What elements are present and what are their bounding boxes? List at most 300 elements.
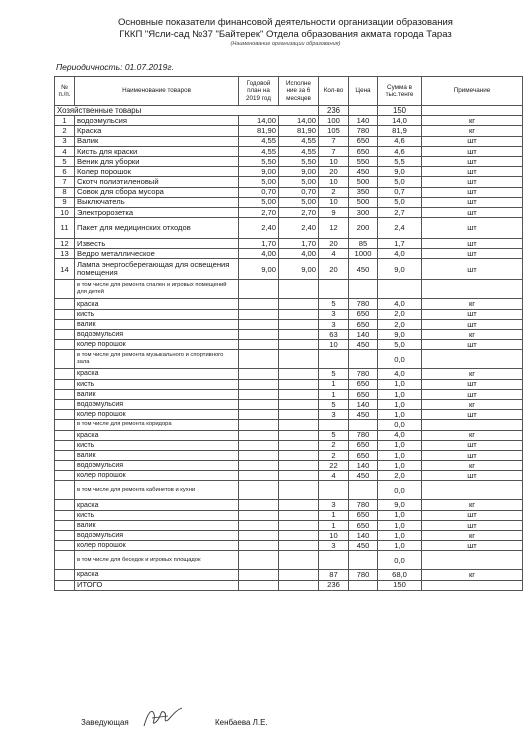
empty-cell bbox=[279, 520, 319, 530]
empty-cell bbox=[349, 420, 378, 430]
group-item-row bbox=[55, 520, 523, 530]
item-done: 0,70 bbox=[279, 187, 319, 197]
empty-cell bbox=[239, 551, 279, 570]
group-item-row bbox=[55, 410, 523, 420]
group-item-price: 650 bbox=[349, 319, 378, 329]
group-item-qty: 5 bbox=[319, 399, 349, 409]
empty-cell bbox=[239, 379, 279, 389]
group-item-qty: 10 bbox=[319, 340, 349, 350]
empty-cell bbox=[239, 299, 279, 309]
empty-cell bbox=[239, 280, 279, 299]
empty-cell bbox=[279, 481, 319, 500]
empty-cell bbox=[279, 420, 319, 430]
organization-name: ГККП "Ясли-сад №37 "Байтерек" Отдела образования акмата города Тараз bbox=[119, 29, 452, 40]
empty-cell bbox=[239, 410, 279, 420]
group-item-row bbox=[55, 450, 523, 460]
group-item-sum: 5,0 bbox=[378, 340, 422, 350]
item-number: 2 bbox=[55, 126, 75, 136]
empty-cell bbox=[239, 350, 279, 369]
group-item-name: валик bbox=[75, 520, 239, 530]
group-header-row bbox=[55, 481, 523, 500]
group-item-row bbox=[55, 471, 523, 481]
group-item-qty: 4 bbox=[319, 471, 349, 481]
empty-cell bbox=[279, 410, 319, 420]
group-item-note: шт bbox=[422, 309, 523, 319]
item-note: шт bbox=[422, 146, 523, 156]
item-row bbox=[55, 218, 523, 239]
group-title: в том числе для ремонта коридора bbox=[75, 420, 239, 430]
group-total bbox=[378, 280, 422, 299]
item-plan: 14,00 bbox=[239, 116, 279, 126]
group-total: 0,0 bbox=[378, 481, 422, 500]
group-item-sum: 1,0 bbox=[378, 520, 422, 530]
empty-cell bbox=[422, 551, 523, 570]
item-row bbox=[55, 197, 523, 207]
item-row bbox=[55, 259, 523, 280]
group-item-name: валик bbox=[75, 450, 239, 460]
empty-cell bbox=[55, 481, 75, 500]
item-name: Колер порошок bbox=[75, 167, 239, 177]
item-note: шт bbox=[422, 218, 523, 239]
empty-cell bbox=[422, 580, 523, 590]
group-item-row bbox=[55, 440, 523, 450]
group-item-row bbox=[55, 399, 523, 409]
col-sum: Сумма в тыс.тенге bbox=[378, 77, 422, 106]
item-number: 5 bbox=[55, 156, 75, 166]
empty-cell bbox=[279, 531, 319, 541]
item-price: 200 bbox=[349, 218, 378, 239]
item-plan: 4,55 bbox=[239, 136, 279, 146]
empty-cell bbox=[239, 580, 279, 590]
group-item-row bbox=[55, 330, 523, 340]
item-plan: 2,40 bbox=[239, 218, 279, 239]
empty-cell bbox=[239, 481, 279, 500]
item-note: шт bbox=[422, 156, 523, 166]
empty-cell bbox=[279, 299, 319, 309]
empty-cell bbox=[279, 570, 319, 580]
group-item-note: кг bbox=[422, 531, 523, 541]
empty-cell bbox=[319, 551, 349, 570]
group-item-note: шт bbox=[422, 410, 523, 420]
item-plan: 4,55 bbox=[239, 146, 279, 156]
group-item-price: 780 bbox=[349, 430, 378, 440]
group-item-row bbox=[55, 531, 523, 541]
empty-cell bbox=[55, 330, 75, 340]
group-item-price: 780 bbox=[349, 369, 378, 379]
signer-position: Заведующая bbox=[81, 718, 129, 727]
item-price: 550 bbox=[349, 156, 378, 166]
item-qty: 105 bbox=[319, 126, 349, 136]
item-plan: 0,70 bbox=[239, 187, 279, 197]
item-sum: 81,9 bbox=[378, 126, 422, 136]
group-item-row bbox=[55, 389, 523, 399]
item-name: Краска bbox=[75, 126, 239, 136]
group-item-qty: 1 bbox=[319, 520, 349, 530]
item-row bbox=[55, 126, 523, 136]
item-price: 780 bbox=[349, 126, 378, 136]
item-done: 14,00 bbox=[279, 116, 319, 126]
item-plan: 2,70 bbox=[239, 207, 279, 217]
group-item-sum: 4,0 bbox=[378, 430, 422, 440]
group-item-qty: 5 bbox=[319, 299, 349, 309]
empty-cell bbox=[279, 389, 319, 399]
empty-cell bbox=[55, 551, 75, 570]
group-item-price: 650 bbox=[349, 309, 378, 319]
group-item-sum: 1,0 bbox=[378, 410, 422, 420]
group-item-price: 140 bbox=[349, 461, 378, 471]
empty-cell bbox=[55, 450, 75, 460]
item-sum: 2,7 bbox=[378, 207, 422, 217]
group-item-row bbox=[55, 340, 523, 350]
col-qty: Кол-во bbox=[319, 77, 349, 106]
item-note: шт bbox=[422, 259, 523, 280]
group-item-qty: 3 bbox=[319, 500, 349, 510]
empty-cell bbox=[349, 551, 378, 570]
group-item-note: шт bbox=[422, 520, 523, 530]
empty-cell bbox=[349, 580, 378, 590]
group-item-row bbox=[55, 510, 523, 520]
group-item-sum: 1,0 bbox=[378, 399, 422, 409]
item-note: кг bbox=[422, 116, 523, 126]
group-item-name: краска bbox=[75, 430, 239, 440]
item-done: 9,00 bbox=[279, 167, 319, 177]
empty-cell bbox=[319, 420, 349, 430]
item-name: Электророзетка bbox=[75, 207, 239, 217]
empty-cell bbox=[239, 520, 279, 530]
item-price: 140 bbox=[349, 116, 378, 126]
item-name: водоэмульсия bbox=[75, 116, 239, 126]
empty-cell bbox=[279, 551, 319, 570]
empty-cell bbox=[319, 350, 349, 369]
group-item-price: 650 bbox=[349, 520, 378, 530]
group-item-sum: 68,0 bbox=[378, 570, 422, 580]
group-item-price: 450 bbox=[349, 410, 378, 420]
group-item-qty: 5 bbox=[319, 369, 349, 379]
group-item-note: кг bbox=[422, 461, 523, 471]
empty-cell bbox=[55, 350, 75, 369]
empty-cell bbox=[279, 399, 319, 409]
item-sum: 2,4 bbox=[378, 218, 422, 239]
item-number: 9 bbox=[55, 197, 75, 207]
item-plan: 1,70 bbox=[239, 239, 279, 249]
empty-cell bbox=[55, 280, 75, 299]
group-item-sum: 4,0 bbox=[378, 299, 422, 309]
group-total: 0,0 bbox=[378, 420, 422, 430]
item-plan: 5,00 bbox=[239, 197, 279, 207]
empty-cell bbox=[239, 330, 279, 340]
group-item-price: 780 bbox=[349, 570, 378, 580]
total-row bbox=[55, 580, 523, 590]
group-total: 0,0 bbox=[378, 350, 422, 369]
group-item-sum: 2,0 bbox=[378, 309, 422, 319]
item-sum: 5,5 bbox=[378, 156, 422, 166]
group-item-name: колер порошок bbox=[75, 471, 239, 481]
group-item-row bbox=[55, 461, 523, 471]
empty-cell bbox=[239, 319, 279, 329]
item-name: Известь bbox=[75, 239, 239, 249]
group-item-row bbox=[55, 299, 523, 309]
item-number: 7 bbox=[55, 177, 75, 187]
item-sum: 0,7 bbox=[378, 187, 422, 197]
group-item-note: кг bbox=[422, 369, 523, 379]
item-price: 450 bbox=[349, 167, 378, 177]
group-item-qty: 2 bbox=[319, 450, 349, 460]
group-header-row bbox=[55, 551, 523, 570]
item-sum: 9,0 bbox=[378, 259, 422, 280]
empty-cell bbox=[55, 520, 75, 530]
empty-cell bbox=[239, 369, 279, 379]
group-item-sum: 1,0 bbox=[378, 541, 422, 551]
empty-cell bbox=[55, 399, 75, 409]
group-item-qty: 1 bbox=[319, 510, 349, 520]
empty-cell bbox=[239, 450, 279, 460]
group-item-row bbox=[55, 309, 523, 319]
empty-cell bbox=[55, 461, 75, 471]
group-item-note: кг bbox=[422, 500, 523, 510]
group-item-qty: 3 bbox=[319, 319, 349, 329]
group-item-row bbox=[55, 570, 523, 580]
item-note: кг bbox=[422, 126, 523, 136]
empty-cell bbox=[422, 350, 523, 369]
group-item-note: шт bbox=[422, 379, 523, 389]
group-item-price: 650 bbox=[349, 379, 378, 389]
item-qty: 10 bbox=[319, 156, 349, 166]
item-plan: 4,00 bbox=[239, 249, 279, 259]
item-plan: 5,00 bbox=[239, 177, 279, 187]
item-row bbox=[55, 239, 523, 249]
item-note: шт bbox=[422, 167, 523, 177]
item-row bbox=[55, 116, 523, 126]
empty-cell bbox=[279, 471, 319, 481]
section-row bbox=[55, 106, 523, 116]
group-total: 0,0 bbox=[378, 551, 422, 570]
item-done: 4,55 bbox=[279, 146, 319, 156]
group-item-qty: 3 bbox=[319, 309, 349, 319]
item-name: Выключатель bbox=[75, 197, 239, 207]
table-body bbox=[55, 106, 523, 591]
empty-cell bbox=[239, 389, 279, 399]
empty-cell bbox=[55, 389, 75, 399]
item-number: 10 bbox=[55, 207, 75, 217]
section-sum: 150 bbox=[378, 106, 422, 116]
empty-cell bbox=[279, 379, 319, 389]
group-item-name: колер порошок bbox=[75, 541, 239, 551]
group-item-qty: 87 bbox=[319, 570, 349, 580]
empty-cell bbox=[55, 379, 75, 389]
item-note: шт bbox=[422, 177, 523, 187]
group-item-note: шт bbox=[422, 319, 523, 329]
group-item-qty: 2 bbox=[319, 440, 349, 450]
empty-cell bbox=[239, 430, 279, 440]
group-item-note: шт bbox=[422, 450, 523, 460]
item-name: Скотч полиэтиленовый bbox=[75, 177, 239, 187]
group-item-price: 650 bbox=[349, 389, 378, 399]
item-name: Пакет для медицинских отходов bbox=[75, 218, 239, 239]
group-item-name: валик bbox=[75, 389, 239, 399]
empty-cell bbox=[279, 461, 319, 471]
group-item-name: колер порошок bbox=[75, 340, 239, 350]
group-item-sum: 1,0 bbox=[378, 510, 422, 520]
item-note: шт bbox=[422, 207, 523, 217]
group-item-note: кг bbox=[422, 399, 523, 409]
group-item-note: шт bbox=[422, 440, 523, 450]
group-item-name: кисть bbox=[75, 510, 239, 520]
group-item-note: шт bbox=[422, 471, 523, 481]
empty-cell bbox=[239, 399, 279, 409]
item-qty: 20 bbox=[319, 239, 349, 249]
group-item-sum: 9,0 bbox=[378, 330, 422, 340]
group-item-name: краска bbox=[75, 299, 239, 309]
item-price: 500 bbox=[349, 177, 378, 187]
empty-cell bbox=[55, 440, 75, 450]
group-item-name: краска bbox=[75, 570, 239, 580]
item-done: 1,70 bbox=[279, 239, 319, 249]
group-header-row bbox=[55, 420, 523, 430]
item-price: 500 bbox=[349, 197, 378, 207]
item-number: 12 bbox=[55, 239, 75, 249]
group-item-note: шт bbox=[422, 510, 523, 520]
col-price: Цена bbox=[349, 77, 378, 106]
signature bbox=[138, 704, 188, 732]
group-item-name: краска bbox=[75, 369, 239, 379]
item-price: 85 bbox=[349, 239, 378, 249]
report-table bbox=[54, 76, 523, 591]
empty-cell bbox=[239, 510, 279, 520]
empty-cell bbox=[279, 340, 319, 350]
group-item-note: кг bbox=[422, 570, 523, 580]
empty-cell bbox=[55, 531, 75, 541]
group-item-note: кг bbox=[422, 330, 523, 340]
item-note: шт bbox=[422, 249, 523, 259]
empty-cell bbox=[239, 440, 279, 450]
item-qty: 2 bbox=[319, 187, 349, 197]
group-item-sum: 1,0 bbox=[378, 531, 422, 541]
item-row bbox=[55, 167, 523, 177]
empty-cell bbox=[279, 430, 319, 440]
empty-cell bbox=[239, 570, 279, 580]
empty-cell bbox=[279, 440, 319, 450]
total-sum: 150 bbox=[378, 580, 422, 590]
group-item-sum: 1,0 bbox=[378, 440, 422, 450]
empty-cell bbox=[239, 340, 279, 350]
group-item-sum: 1,0 bbox=[378, 461, 422, 471]
col-name: Наименование товаров bbox=[75, 77, 239, 106]
item-number: 1 bbox=[55, 116, 75, 126]
group-item-sum: 4,0 bbox=[378, 369, 422, 379]
group-item-sum: 2,0 bbox=[378, 319, 422, 329]
item-note: шт bbox=[422, 197, 523, 207]
empty-cell bbox=[279, 330, 319, 340]
item-sum: 4,0 bbox=[378, 249, 422, 259]
empty-cell bbox=[279, 280, 319, 299]
group-item-qty: 1 bbox=[319, 389, 349, 399]
item-price: 300 bbox=[349, 207, 378, 217]
group-title: в том числе для ремонта кабинетов и кухни bbox=[75, 481, 239, 500]
group-item-row bbox=[55, 319, 523, 329]
item-number: 13 bbox=[55, 249, 75, 259]
group-item-note: кг bbox=[422, 299, 523, 309]
item-number: 14 bbox=[55, 259, 75, 280]
item-name: Валик bbox=[75, 136, 239, 146]
item-note: шт bbox=[422, 187, 523, 197]
item-name: Кисть для краски bbox=[75, 146, 239, 156]
empty-cell bbox=[239, 471, 279, 481]
empty-cell bbox=[349, 350, 378, 369]
group-title: в том числе для ремонта музыкального и спортивного зала bbox=[75, 350, 239, 369]
group-item-price: 780 bbox=[349, 500, 378, 510]
empty-cell bbox=[279, 319, 319, 329]
empty-cell bbox=[279, 350, 319, 369]
item-qty: 10 bbox=[319, 177, 349, 187]
empty-cell bbox=[55, 410, 75, 420]
item-sum: 5,0 bbox=[378, 177, 422, 187]
empty-cell bbox=[279, 500, 319, 510]
empty-cell bbox=[279, 510, 319, 520]
item-price: 350 bbox=[349, 187, 378, 197]
item-sum: 9,0 bbox=[378, 167, 422, 177]
item-done: 5,00 bbox=[279, 197, 319, 207]
group-item-note: шт bbox=[422, 541, 523, 551]
period-label: Периодичность: 01.07.2019г. bbox=[56, 62, 174, 72]
item-qty: 9 bbox=[319, 207, 349, 217]
col-note: Примечание bbox=[422, 77, 523, 106]
item-name: Совок для сбора мусора bbox=[75, 187, 239, 197]
total-label: ИТОГО bbox=[75, 580, 239, 590]
item-row bbox=[55, 249, 523, 259]
item-number: 8 bbox=[55, 187, 75, 197]
group-item-note: шт bbox=[422, 340, 523, 350]
group-item-row bbox=[55, 541, 523, 551]
group-item-row bbox=[55, 500, 523, 510]
group-item-qty: 3 bbox=[319, 410, 349, 420]
empty-cell bbox=[239, 500, 279, 510]
item-name: Лампа энергосберегающая для освещения помещения bbox=[75, 259, 239, 280]
group-item-sum: 9,0 bbox=[378, 500, 422, 510]
col-done: Исполне ние за 6 месяцев bbox=[279, 77, 319, 106]
col-number: № п./п. bbox=[55, 77, 75, 106]
empty-cell bbox=[279, 580, 319, 590]
item-plan: 81,90 bbox=[239, 126, 279, 136]
item-price: 1000 bbox=[349, 249, 378, 259]
group-item-row bbox=[55, 379, 523, 389]
group-item-sum: 1,0 bbox=[378, 389, 422, 399]
group-item-price: 650 bbox=[349, 510, 378, 520]
group-item-name: краска bbox=[75, 500, 239, 510]
group-header-row bbox=[55, 280, 523, 299]
empty-cell bbox=[279, 369, 319, 379]
empty-cell bbox=[349, 481, 378, 500]
empty-cell bbox=[279, 450, 319, 460]
item-price: 450 bbox=[349, 259, 378, 280]
item-row bbox=[55, 136, 523, 146]
empty-cell bbox=[239, 309, 279, 319]
group-item-name: водоэмульсия bbox=[75, 399, 239, 409]
empty-cell bbox=[55, 541, 75, 551]
empty-cell bbox=[349, 280, 378, 299]
group-item-price: 450 bbox=[349, 471, 378, 481]
group-item-price: 650 bbox=[349, 450, 378, 460]
item-qty: 20 bbox=[319, 259, 349, 280]
empty-cell bbox=[55, 430, 75, 440]
signer-name: Кенбаева Л.Е. bbox=[215, 718, 268, 727]
item-row bbox=[55, 146, 523, 156]
group-item-price: 140 bbox=[349, 399, 378, 409]
total-qty: 236 bbox=[319, 580, 349, 590]
group-item-name: водоэмульсия bbox=[75, 461, 239, 471]
empty-cell bbox=[55, 299, 75, 309]
group-item-name: валик bbox=[75, 319, 239, 329]
empty-cell bbox=[55, 340, 75, 350]
